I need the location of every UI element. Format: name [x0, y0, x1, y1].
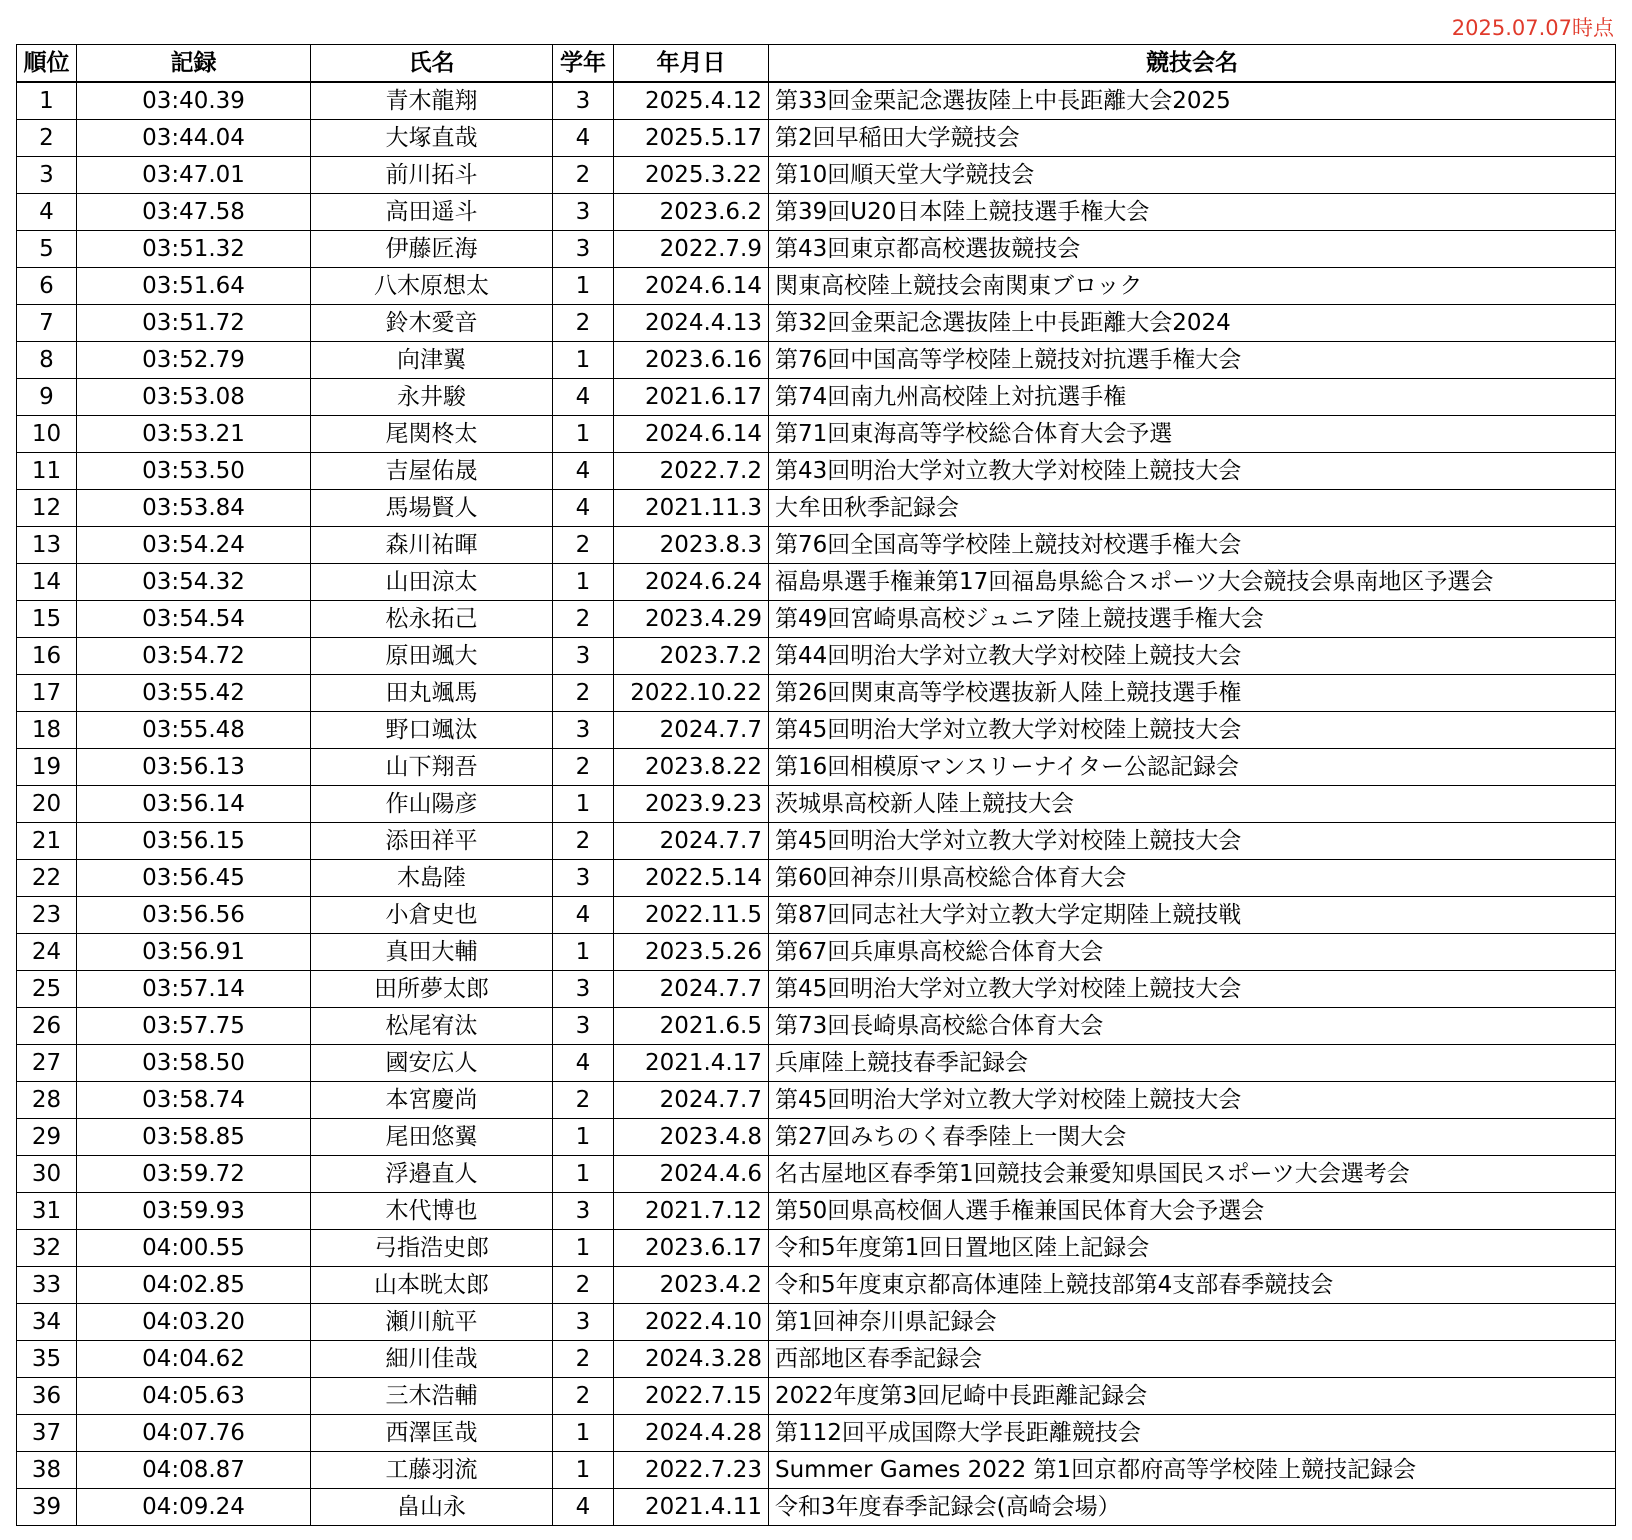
cell-date: 2023.4.8 — [614, 1119, 769, 1156]
cell-record: 03:53.21 — [77, 416, 311, 453]
cell-date: 2021.7.12 — [614, 1193, 769, 1230]
cell-record: 03:56.45 — [77, 860, 311, 897]
cell-meet: 第49回宮崎県高校ジュニア陸上競技選手権大会 — [769, 601, 1616, 638]
cell-date: 2024.4.28 — [614, 1415, 769, 1452]
table-row — [17, 564, 1616, 601]
table-row — [17, 194, 1616, 231]
table-row — [17, 638, 1616, 675]
cell-rank: 38 — [17, 1452, 77, 1489]
cell-name: 三木浩輔 — [311, 1378, 553, 1415]
cell-grade: 1 — [553, 564, 614, 601]
cell-date: 2024.4.13 — [614, 305, 769, 342]
cell-date: 2024.6.14 — [614, 268, 769, 305]
cell-grade: 3 — [553, 194, 614, 231]
table-body — [17, 82, 1616, 1526]
table-row — [17, 453, 1616, 490]
cell-meet: 第67回兵庫県高校総合体育大会 — [769, 934, 1616, 971]
cell-meet: 第16回相模原マンスリーナイター公認記録会 — [769, 749, 1616, 786]
cell-date: 2023.6.17 — [614, 1230, 769, 1267]
table-row — [17, 1452, 1616, 1489]
cell-name: 細川佳哉 — [311, 1341, 553, 1378]
cell-name: 真田大輔 — [311, 934, 553, 971]
cell-meet: 福島県選手権兼第17回福島県総合スポーツ大会競技会県南地区予選会 — [769, 564, 1616, 601]
cell-record: 03:55.48 — [77, 712, 311, 749]
cell-rank: 14 — [17, 564, 77, 601]
cell-meet: 第32回金栗記念選抜陸上中長距離大会2024 — [769, 305, 1616, 342]
table-row — [17, 786, 1616, 823]
cell-name: 大塚直哉 — [311, 120, 553, 157]
cell-name: 鈴木愛音 — [311, 305, 553, 342]
table-row — [17, 120, 1616, 157]
header-meet: 競技会名 — [769, 45, 1616, 83]
cell-name: 木島陸 — [311, 860, 553, 897]
cell-grade: 4 — [553, 120, 614, 157]
cell-meet: Summer Games 2022 第1回京都府高等学校陸上競技記録会 — [769, 1452, 1616, 1489]
cell-name: 弓指浩史郎 — [311, 1230, 553, 1267]
cell-meet: 茨城県高校新人陸上競技大会 — [769, 786, 1616, 823]
table-row — [17, 1230, 1616, 1267]
cell-grade: 2 — [553, 305, 614, 342]
table-row — [17, 1082, 1616, 1119]
cell-name: 田所夢太郎 — [311, 971, 553, 1008]
cell-record: 03:56.14 — [77, 786, 311, 823]
cell-grade: 2 — [553, 1378, 614, 1415]
table-row — [17, 1156, 1616, 1193]
cell-name: 國安広人 — [311, 1045, 553, 1082]
cell-grade: 2 — [553, 1082, 614, 1119]
cell-grade: 2 — [553, 1267, 614, 1304]
cell-name: 森川祐暉 — [311, 527, 553, 564]
cell-name: 尾田悠翼 — [311, 1119, 553, 1156]
cell-name: 浮邉直人 — [311, 1156, 553, 1193]
cell-record: 03:56.56 — [77, 897, 311, 934]
table-row — [17, 379, 1616, 416]
table-row — [17, 1378, 1616, 1415]
cell-meet: 第76回全国高等学校陸上競技対校選手権大会 — [769, 527, 1616, 564]
cell-record: 03:47.01 — [77, 157, 311, 194]
header-row — [17, 45, 1616, 83]
cell-date: 2024.6.14 — [614, 416, 769, 453]
cell-meet: 第33回金栗記念選抜陸上中長距離大会2025 — [769, 82, 1616, 120]
cell-record: 03:56.91 — [77, 934, 311, 971]
cell-date: 2025.4.12 — [614, 82, 769, 120]
cell-name: 伊藤匠海 — [311, 231, 553, 268]
cell-name: 松尾宥汰 — [311, 1008, 553, 1045]
table-row — [17, 416, 1616, 453]
cell-meet: 第50回県高校個人選手権兼国民体育大会予選会 — [769, 1193, 1616, 1230]
cell-grade: 1 — [553, 1415, 614, 1452]
cell-rank: 16 — [17, 638, 77, 675]
table-row — [17, 342, 1616, 379]
cell-date: 2021.4.11 — [614, 1489, 769, 1526]
table-row — [17, 897, 1616, 934]
cell-date: 2022.10.22 — [614, 675, 769, 712]
table-row — [17, 527, 1616, 564]
cell-name: 山本晄太郎 — [311, 1267, 553, 1304]
cell-name: 畠山永 — [311, 1489, 553, 1526]
cell-date: 2024.4.6 — [614, 1156, 769, 1193]
cell-record: 04:02.85 — [77, 1267, 311, 1304]
header-date: 年月日 — [614, 45, 769, 83]
cell-name: 向津翼 — [311, 342, 553, 379]
cell-meet: 第74回南九州高校陸上対抗選手権 — [769, 379, 1616, 416]
table-row — [17, 1304, 1616, 1341]
cell-name: 木代博也 — [311, 1193, 553, 1230]
cell-grade: 1 — [553, 268, 614, 305]
cell-rank: 9 — [17, 379, 77, 416]
cell-grade: 2 — [553, 1341, 614, 1378]
table-row — [17, 1341, 1616, 1378]
cell-meet: 第76回中国高等学校陸上競技対抗選手権大会 — [769, 342, 1616, 379]
header-record: 記録 — [77, 45, 311, 83]
header-grade: 学年 — [553, 45, 614, 83]
cell-name: 高田遥斗 — [311, 194, 553, 231]
cell-rank: 7 — [17, 305, 77, 342]
cell-grade: 1 — [553, 416, 614, 453]
cell-name: 永井駿 — [311, 379, 553, 416]
cell-grade: 2 — [553, 601, 614, 638]
cell-date: 2022.7.15 — [614, 1378, 769, 1415]
cell-meet: 第44回明治大学対立教大学対校陸上競技大会 — [769, 638, 1616, 675]
cell-date: 2023.5.26 — [614, 934, 769, 971]
cell-date: 2023.6.16 — [614, 342, 769, 379]
table-row — [17, 823, 1616, 860]
cell-name: 添田祥平 — [311, 823, 553, 860]
cell-rank: 5 — [17, 231, 77, 268]
cell-name: 西澤匡哉 — [311, 1415, 553, 1452]
cell-name: 青木龍翔 — [311, 82, 553, 120]
cell-date: 2021.6.5 — [614, 1008, 769, 1045]
table-row — [17, 860, 1616, 897]
cell-grade: 3 — [553, 860, 614, 897]
cell-name: 馬場賢人 — [311, 490, 553, 527]
cell-record: 03:40.39 — [77, 82, 311, 120]
cell-name: 野口颯汰 — [311, 712, 553, 749]
cell-name: 松永拓己 — [311, 601, 553, 638]
cell-meet: 第26回関東高等学校選抜新人陸上競技選手権 — [769, 675, 1616, 712]
cell-grade: 2 — [553, 749, 614, 786]
cell-grade: 2 — [553, 823, 614, 860]
cell-name: 田丸颯馬 — [311, 675, 553, 712]
cell-record: 03:53.84 — [77, 490, 311, 527]
cell-rank: 22 — [17, 860, 77, 897]
table-row — [17, 1119, 1616, 1156]
cell-record: 03:57.75 — [77, 1008, 311, 1045]
cell-rank: 26 — [17, 1008, 77, 1045]
cell-meet: 兵庫陸上競技春季記録会 — [769, 1045, 1616, 1082]
cell-record: 04:08.87 — [77, 1452, 311, 1489]
cell-record: 03:51.64 — [77, 268, 311, 305]
ranking-table — [16, 44, 1616, 1526]
table-row — [17, 490, 1616, 527]
cell-record: 03:58.50 — [77, 1045, 311, 1082]
cell-grade: 3 — [553, 712, 614, 749]
cell-record: 04:03.20 — [77, 1304, 311, 1341]
cell-record: 03:59.93 — [77, 1193, 311, 1230]
cell-record: 03:54.72 — [77, 638, 311, 675]
cell-grade: 1 — [553, 1156, 614, 1193]
cell-grade: 3 — [553, 971, 614, 1008]
cell-meet: 第87回同志社大学対立教大学定期陸上競技戦 — [769, 897, 1616, 934]
cell-record: 03:51.32 — [77, 231, 311, 268]
cell-date: 2024.3.28 — [614, 1341, 769, 1378]
cell-meet: 第73回長崎県高校総合体育大会 — [769, 1008, 1616, 1045]
cell-meet: 令和3年度春季記録会(高崎会場） — [769, 1489, 1616, 1526]
cell-date: 2025.3.22 — [614, 157, 769, 194]
cell-rank: 37 — [17, 1415, 77, 1452]
cell-rank: 2 — [17, 120, 77, 157]
table-row — [17, 1489, 1616, 1526]
table-row — [17, 157, 1616, 194]
cell-record: 03:44.04 — [77, 120, 311, 157]
cell-record: 04:09.24 — [77, 1489, 311, 1526]
cell-name: 原田颯大 — [311, 638, 553, 675]
table-row — [17, 601, 1616, 638]
cell-rank: 29 — [17, 1119, 77, 1156]
cell-rank: 21 — [17, 823, 77, 860]
cell-rank: 32 — [17, 1230, 77, 1267]
cell-record: 03:55.42 — [77, 675, 311, 712]
cell-grade: 1 — [553, 1119, 614, 1156]
cell-record: 03:57.14 — [77, 971, 311, 1008]
cell-record: 04:00.55 — [77, 1230, 311, 1267]
cell-date: 2022.5.14 — [614, 860, 769, 897]
cell-rank: 20 — [17, 786, 77, 823]
cell-grade: 3 — [553, 1304, 614, 1341]
cell-date: 2022.11.5 — [614, 897, 769, 934]
cell-rank: 39 — [17, 1489, 77, 1526]
cell-meet: 第27回みちのく春季陸上一関大会 — [769, 1119, 1616, 1156]
cell-record: 03:53.50 — [77, 453, 311, 490]
cell-date: 2022.4.10 — [614, 1304, 769, 1341]
cell-grade: 1 — [553, 1230, 614, 1267]
cell-grade: 1 — [553, 1452, 614, 1489]
cell-rank: 10 — [17, 416, 77, 453]
cell-name: 八木原想太 — [311, 268, 553, 305]
cell-grade: 4 — [553, 453, 614, 490]
as-of-date: 2025.07.07時点 — [1451, 16, 1614, 40]
cell-meet: 第2回早稲田大学競技会 — [769, 120, 1616, 157]
cell-date: 2024.6.24 — [614, 564, 769, 601]
cell-grade: 1 — [553, 342, 614, 379]
cell-grade: 4 — [553, 379, 614, 416]
cell-rank: 31 — [17, 1193, 77, 1230]
cell-record: 03:54.24 — [77, 527, 311, 564]
table-row — [17, 1045, 1616, 1082]
cell-meet: 第43回東京都高校選抜競技会 — [769, 231, 1616, 268]
cell-record: 03:56.13 — [77, 749, 311, 786]
cell-rank: 3 — [17, 157, 77, 194]
cell-record: 03:51.72 — [77, 305, 311, 342]
cell-record: 04:07.76 — [77, 1415, 311, 1452]
cell-grade: 4 — [553, 1045, 614, 1082]
cell-date: 2023.7.2 — [614, 638, 769, 675]
cell-grade: 2 — [553, 157, 614, 194]
cell-record: 03:54.32 — [77, 564, 311, 601]
cell-date: 2022.7.2 — [614, 453, 769, 490]
cell-rank: 25 — [17, 971, 77, 1008]
cell-name: 山田涼太 — [311, 564, 553, 601]
cell-record: 03:59.72 — [77, 1156, 311, 1193]
cell-record: 03:53.08 — [77, 379, 311, 416]
cell-grade: 3 — [553, 1193, 614, 1230]
cell-rank: 13 — [17, 527, 77, 564]
cell-grade: 4 — [553, 897, 614, 934]
cell-rank: 1 — [17, 82, 77, 120]
table-row — [17, 305, 1616, 342]
cell-rank: 18 — [17, 712, 77, 749]
cell-name: 作山陽彦 — [311, 786, 553, 823]
table-row — [17, 934, 1616, 971]
cell-grade: 1 — [553, 786, 614, 823]
cell-name: 工藤羽流 — [311, 1452, 553, 1489]
cell-grade: 2 — [553, 675, 614, 712]
cell-record: 03:47.58 — [77, 194, 311, 231]
table-row — [17, 749, 1616, 786]
table-row — [17, 1267, 1616, 1304]
cell-rank: 23 — [17, 897, 77, 934]
cell-name: 小倉史也 — [311, 897, 553, 934]
cell-rank: 33 — [17, 1267, 77, 1304]
cell-date: 2021.4.17 — [614, 1045, 769, 1082]
cell-date: 2024.7.7 — [614, 971, 769, 1008]
cell-meet: 第60回神奈川県高校総合体育大会 — [769, 860, 1616, 897]
cell-record: 03:56.15 — [77, 823, 311, 860]
cell-date: 2022.7.23 — [614, 1452, 769, 1489]
cell-date: 2023.4.2 — [614, 1267, 769, 1304]
cell-date: 2021.11.3 — [614, 490, 769, 527]
table-row — [17, 675, 1616, 712]
cell-name: 前川拓斗 — [311, 157, 553, 194]
cell-meet: 関東高校陸上競技会南関東ブロック — [769, 268, 1616, 305]
cell-rank: 4 — [17, 194, 77, 231]
cell-meet: 第45回明治大学対立教大学対校陸上競技大会 — [769, 712, 1616, 749]
cell-rank: 35 — [17, 1341, 77, 1378]
cell-grade: 3 — [553, 82, 614, 120]
cell-rank: 8 — [17, 342, 77, 379]
cell-name: 吉屋佑晟 — [311, 453, 553, 490]
cell-rank: 12 — [17, 490, 77, 527]
cell-rank: 15 — [17, 601, 77, 638]
cell-meet: 第45回明治大学対立教大学対校陸上競技大会 — [769, 823, 1616, 860]
cell-date: 2024.7.7 — [614, 1082, 769, 1119]
header-name: 氏名 — [311, 45, 553, 83]
cell-grade: 4 — [553, 490, 614, 527]
cell-date: 2023.8.3 — [614, 527, 769, 564]
cell-meet: 第39回U20日本陸上競技選手権大会 — [769, 194, 1616, 231]
table-row — [17, 1008, 1616, 1045]
cell-meet: 第71回東海高等学校総合体育大会予選 — [769, 416, 1616, 453]
cell-record: 04:04.62 — [77, 1341, 311, 1378]
cell-meet: 令和5年度第1回日置地区陸上記録会 — [769, 1230, 1616, 1267]
cell-meet: 第10回順天堂大学競技会 — [769, 157, 1616, 194]
cell-grade: 3 — [553, 231, 614, 268]
cell-rank: 24 — [17, 934, 77, 971]
cell-date: 2025.5.17 — [614, 120, 769, 157]
cell-grade: 2 — [553, 527, 614, 564]
cell-date: 2024.7.7 — [614, 823, 769, 860]
cell-grade: 1 — [553, 934, 614, 971]
cell-date: 2023.8.22 — [614, 749, 769, 786]
cell-meet: 第1回神奈川県記録会 — [769, 1304, 1616, 1341]
cell-meet: 大牟田秋季記録会 — [769, 490, 1616, 527]
cell-record: 03:52.79 — [77, 342, 311, 379]
cell-grade: 3 — [553, 638, 614, 675]
table-row — [17, 971, 1616, 1008]
cell-name: 瀬川航平 — [311, 1304, 553, 1341]
cell-meet: 第45回明治大学対立教大学対校陸上競技大会 — [769, 971, 1616, 1008]
cell-name: 尾関柊太 — [311, 416, 553, 453]
cell-meet: 令和5年度東京都高体連陸上競技部第4支部春季競技会 — [769, 1267, 1616, 1304]
cell-rank: 34 — [17, 1304, 77, 1341]
cell-meet: 第112回平成国際大学長距離競技会 — [769, 1415, 1616, 1452]
table-row — [17, 231, 1616, 268]
cell-date: 2023.6.2 — [614, 194, 769, 231]
cell-grade: 4 — [553, 1489, 614, 1526]
table-row — [17, 712, 1616, 749]
cell-record: 03:54.54 — [77, 601, 311, 638]
header-rank: 順位 — [17, 45, 77, 83]
cell-meet: 2022年度第3回尼崎中長距離記録会 — [769, 1378, 1616, 1415]
table-row — [17, 82, 1616, 120]
cell-date: 2022.7.9 — [614, 231, 769, 268]
cell-meet: 第45回明治大学対立教大学対校陸上競技大会 — [769, 1082, 1616, 1119]
cell-record: 04:05.63 — [77, 1378, 311, 1415]
table-row — [17, 268, 1616, 305]
cell-rank: 11 — [17, 453, 77, 490]
cell-date: 2023.4.29 — [614, 601, 769, 638]
cell-record: 03:58.74 — [77, 1082, 311, 1119]
table-row — [17, 1193, 1616, 1230]
cell-meet: 西部地区春季記録会 — [769, 1341, 1616, 1378]
cell-rank: 19 — [17, 749, 77, 786]
cell-name: 本宮慶尚 — [311, 1082, 553, 1119]
cell-rank: 27 — [17, 1045, 77, 1082]
cell-record: 03:58.85 — [77, 1119, 311, 1156]
cell-name: 山下翔吾 — [311, 749, 553, 786]
cell-date: 2024.7.7 — [614, 712, 769, 749]
cell-rank: 30 — [17, 1156, 77, 1193]
cell-rank: 36 — [17, 1378, 77, 1415]
cell-meet: 第43回明治大学対立教大学対校陸上競技大会 — [769, 453, 1616, 490]
table-row — [17, 1415, 1616, 1452]
cell-date: 2021.6.17 — [614, 379, 769, 416]
cell-rank: 17 — [17, 675, 77, 712]
cell-rank: 6 — [17, 268, 77, 305]
cell-meet: 名古屋地区春季第1回競技会兼愛知県国民スポーツ大会選考会 — [769, 1156, 1616, 1193]
cell-rank: 28 — [17, 1082, 77, 1119]
cell-date: 2023.9.23 — [614, 786, 769, 823]
cell-grade: 3 — [553, 1008, 614, 1045]
